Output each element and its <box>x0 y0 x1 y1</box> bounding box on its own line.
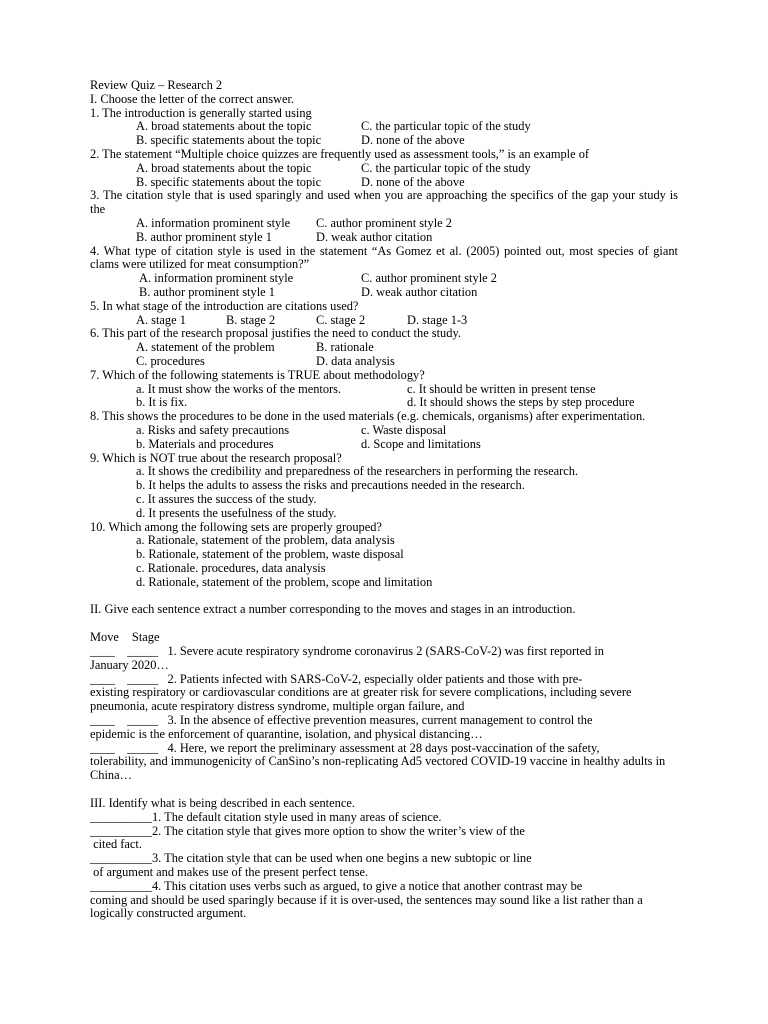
question-3: 3. The citation style that is used sparingly and used when you are approaching the specifics of the gap your study is the <box>90 188 678 217</box>
q7-options-row-1 <box>90 383 678 397</box>
item-text: 2. Patients infected with SARS-CoV-2, especially older patients and those with pre- <box>158 671 583 686</box>
part2-item-1 <box>90 645 678 673</box>
move-column-label: Move <box>90 630 119 645</box>
q2-options-row-2 <box>90 176 678 190</box>
q3-option-d: D. weak author citation <box>316 229 433 244</box>
item-text: __________1. The default citation style used in many areas of science. <box>90 809 442 824</box>
q4-options-row-1 <box>90 272 678 286</box>
item-text-continued: of argument and makes use of the present perfect tense. <box>90 865 369 880</box>
question-2: 2. The statement “Multiple choice quizzes are frequently used as assessment tools,” is an example of <box>90 146 590 161</box>
q6-options-row-1 <box>90 341 678 355</box>
move-stage-blanks: ____ _____ <box>90 713 159 728</box>
q10-option-d: d. Rationale, statement of the problem, scope and limitation <box>136 574 433 589</box>
item-text: 1. Severe acute respiratory syndrome coronavirus 2 (SARS-CoV-2) was first reported in <box>158 644 605 659</box>
q5-option-c: C. stage 2 <box>316 312 366 327</box>
item-text-continued: epidemic is the enforcement of quarantine, isolation, and physical distancing… <box>90 726 483 741</box>
q1-options-row-1 <box>90 120 678 134</box>
q4-options-row-2 <box>90 286 678 300</box>
part3-item-2 <box>90 825 678 853</box>
q5-option-d: D. stage 1-3 <box>407 312 468 327</box>
q4-option-c: C. author prominent style 2 <box>361 271 497 286</box>
q3-option-b: B. author prominent style 1 <box>136 229 272 244</box>
item-text-continued: January 2020… <box>90 657 169 672</box>
question-6: 6. This part of the research proposal justifies the need to conduct the study. <box>90 326 461 341</box>
q3-option-c: C. author prominent style 2 <box>316 215 452 230</box>
part3-item-1 <box>90 811 678 825</box>
q6-option-c: C. procedures <box>136 353 205 368</box>
q2-option-c: C. the particular topic of the study <box>361 160 531 175</box>
part3-item-3 <box>90 852 678 880</box>
q8-option-d: d. Scope and limitations <box>361 436 481 451</box>
item-text: __________4. This citation uses verbs such as argued, to give a notice that another contrast may be <box>90 878 583 893</box>
q8-options-row-1 <box>90 424 678 438</box>
q7-option-a: a. It must show the works of the mentors. <box>136 381 342 396</box>
q1-options-row-2 <box>90 134 678 148</box>
quiz-title: Review Quiz – Research 2 <box>90 78 223 92</box>
q1-option-b: B. specific statements about the topic <box>136 133 322 148</box>
q8-option-c: c. Waste disposal <box>361 422 447 437</box>
q4-option-a: A. information prominent style <box>139 271 294 286</box>
part2-heading: II. Give each sentence extract a number corresponding to the moves and stages in an introduction. <box>90 602 576 617</box>
item-text: __________2. The citation style that gives more option to show the writer’s view of the <box>90 823 525 838</box>
q8-option-a: a. Risks and safety precautions <box>136 422 290 437</box>
stage-column-label: Stage <box>131 630 160 645</box>
q4-option-b: B. author prominent style 1 <box>139 284 275 299</box>
q7-option-b: b. It is fix. <box>136 395 188 410</box>
question-8: 8. This shows the procedures to be done in the used materials (e.g. chemicals, organisms) after experimentation. <box>90 409 646 424</box>
q1-option-c: C. the particular topic of the study <box>361 119 531 134</box>
q8-option-b: b. Materials and procedures <box>136 436 274 451</box>
q1-option-a: A. broad statements about the topic <box>136 119 312 134</box>
q6-option-d: D. data analysis <box>316 353 395 368</box>
q5-option-b: B. stage 2 <box>226 312 276 327</box>
q10-option-c: c. Rationale. procedures, data analysis <box>136 560 326 575</box>
q10-option-a: a. Rationale, statement of the problem, data analysis <box>136 533 395 548</box>
q3-options-row-1 <box>90 217 678 231</box>
move-stage-blanks: ____ _____ <box>90 671 159 686</box>
part3-heading: III. Identify what is being described in each sentence. <box>90 796 355 811</box>
q1-option-d: D. none of the above <box>361 133 465 148</box>
q7-option-c: c. It should be written in present tense <box>407 381 596 396</box>
q7-option-d: d. It should shows the steps by step procedure <box>407 395 635 410</box>
q2-option-a: A. broad statements about the topic <box>136 160 312 175</box>
q3-options-row-2 <box>90 231 678 245</box>
question-7: 7. Which of the following statements is TRUE about methodology? <box>90 367 425 382</box>
q9-option-d: d. It presents the usefulness of the study. <box>136 505 337 520</box>
q9-option-c: c. It assures the success of the study. <box>136 491 317 506</box>
q2-option-b: B. specific statements about the topic <box>136 174 322 189</box>
part3-item-4 <box>90 880 678 921</box>
q10-option-b: b. Rationale, statement of the problem, waste disposal <box>136 547 404 562</box>
part2-item-4 <box>90 742 678 783</box>
q2-options-row-1 <box>90 162 678 176</box>
question-5: 5. In what stage of the introduction are citations used? <box>90 298 359 313</box>
q2-option-d: D. none of the above <box>361 174 465 189</box>
part1-heading: I. Choose the letter of the correct answer. <box>90 91 295 106</box>
quiz-document <box>90 79 678 921</box>
item-text-continued: tolerability, and immunogenicity of CanSino’s non-replicating Ad5 vectored COVID-19 vaccine in healthy adults in China… <box>90 754 666 783</box>
q5-options-row <box>90 314 678 328</box>
q6-options-row-2 <box>90 355 678 369</box>
q4-option-d: D. weak author citation <box>361 284 478 299</box>
question-9: 9. Which is NOT true about the research proposal? <box>90 450 342 465</box>
item-text: __________3. The citation style that can be used when one begins a new subtopic or line <box>90 851 532 866</box>
item-text-continued: existing respiratory or cardiovascular conditions are at greater risk for severe complications, including severe pneumonia, acute respiratory distress syndrome, multiple organ failure, and <box>90 685 632 714</box>
q3-option-a: A. information prominent style <box>136 215 291 230</box>
q6-option-a: A. statement of the problem <box>136 340 275 355</box>
move-stage-blanks: ____ _____ <box>90 740 159 755</box>
part2-item-2 <box>90 673 678 714</box>
q7-options-row-2 <box>90 396 678 410</box>
q6-option-b: B. rationale <box>316 340 374 355</box>
move-stage-header <box>90 631 678 645</box>
question-1: 1. The introduction is generally started using <box>90 105 312 120</box>
question-10: 10. Which among the following sets are properly grouped? <box>90 519 382 534</box>
part2-item-3 <box>90 714 678 742</box>
item-text: 3. In the absence of effective prevention measures, current management to control the <box>158 713 593 728</box>
item-text-continued: coming and should be used sparingly because if it is over-used, the sentences may sound like a list rather than a logically constructed argument. <box>90 892 643 921</box>
item-text: 4. Here, we report the preliminary assessment at 28 days post-vaccination of the safety, <box>158 740 600 755</box>
q5-option-a: A. stage 1 <box>136 312 186 327</box>
q8-options-row-2 <box>90 438 678 452</box>
item-text-continued: cited fact. <box>90 837 142 852</box>
move-stage-blanks: ____ _____ <box>90 644 159 659</box>
q9-option-b: b. It helps the adults to assess the risks and precautions needed in the research. <box>136 478 525 493</box>
q9-option-a: a. It shows the credibility and preparedness of the researchers in performing the research. <box>136 464 579 479</box>
question-4: 4. What type of citation style is used in the statement “As Gomez et al. (2005) pointed out, most species of giant clams were utilized for meat consumption?” <box>90 243 678 272</box>
